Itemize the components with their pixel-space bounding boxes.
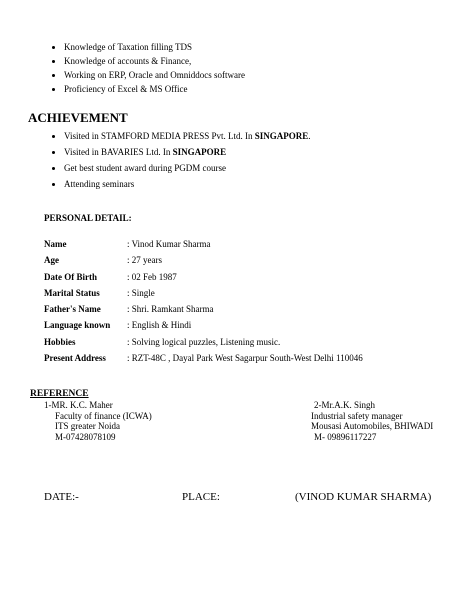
detail-key: Name (44, 239, 67, 249)
detail-value: : Shri. Ramkant Sharma (127, 304, 214, 315)
table-row (44, 254, 363, 270)
detail-key: Father's Name (44, 304, 101, 315)
table-row (44, 319, 363, 335)
date-label: DATE:- (44, 491, 79, 503)
reference-left (44, 400, 152, 442)
reference-line: ITS greater Noida (55, 421, 120, 431)
signature-name: (VINOD KUMAR SHARMA) (295, 491, 432, 503)
achievement-item (64, 160, 311, 176)
skill-item: • Knowledge of Taxation filling TDS (64, 40, 245, 54)
detail-value: : RZT-48C , Dayal Park West Sagarpur South-West Delhi 110046 (127, 353, 363, 364)
achievement-text: Visited in STAMFORD MEDIA PRESS Pvt. Ltd. In (64, 131, 255, 141)
reference-line: Mousasi Automobiles, BHIWADI (311, 421, 434, 431)
skill-item: • Working on ERP, Oracle and Omniddocs software (64, 68, 245, 82)
achievement-text: Attending seminars (64, 179, 135, 189)
personal-detail-heading: PERSONAL DETAIL: (44, 213, 132, 223)
achievement-tail: . (308, 131, 311, 141)
table-row (44, 238, 363, 254)
reference-right (311, 400, 433, 442)
table-row (44, 271, 363, 287)
detail-key: Hobbies (44, 336, 76, 347)
detail-value: : Solving logical puzzles, Listening music. (127, 336, 281, 347)
achievement-item (64, 176, 311, 192)
achievement-heading: ACHIEVEMENT (28, 110, 128, 125)
reference-line: 2-Mr.A.K. Singh (314, 400, 376, 410)
detail-key: Date Of Birth (44, 271, 97, 282)
detail-key: Marital Status (44, 287, 100, 298)
detail-value: : 27 years (127, 255, 162, 266)
achievement-list (44, 128, 311, 192)
detail-value: : English & Hindi (127, 320, 192, 331)
table-row (44, 287, 363, 303)
reference-line: M-07428078109 (55, 431, 116, 442)
skill-item: • Knowledge of accounts & Finance, (64, 54, 245, 68)
reference-line: Industrial safety manager (311, 410, 403, 421)
achievement-bold: SINGAPORE (254, 131, 309, 141)
achievement-item (64, 128, 311, 144)
detail-value: : Vinod Kumar Sharma (127, 239, 211, 249)
skills-list (44, 40, 245, 96)
detail-value: : Single (127, 287, 155, 298)
detail-value: : 02 Feb 1987 (127, 271, 177, 282)
detail-key: Language known (44, 320, 111, 331)
table-row (44, 303, 363, 319)
achievement-text: Get best student award during PGDM course (64, 163, 226, 173)
reference-line: 1-MR. K.C. Maher (44, 400, 113, 410)
achievement-text: Visited in BAVARIES Ltd. In (64, 147, 173, 157)
detail-key: Age (44, 255, 59, 266)
achievement-bold: SINGAPORE (172, 147, 227, 157)
personal-detail-table (44, 238, 363, 368)
skill-item: • Proficiency of Excel & MS Office (64, 82, 245, 96)
detail-key: Present Address (44, 353, 106, 364)
table-row (44, 336, 363, 352)
reference-line: Faculty of finance (ICWA) (55, 410, 152, 421)
reference-line: M- 09896117227 (314, 431, 377, 442)
place-label: PLACE: (182, 491, 220, 503)
reference-heading: REFERENCE (30, 389, 89, 399)
achievement-item (64, 144, 311, 160)
table-row (44, 352, 363, 368)
